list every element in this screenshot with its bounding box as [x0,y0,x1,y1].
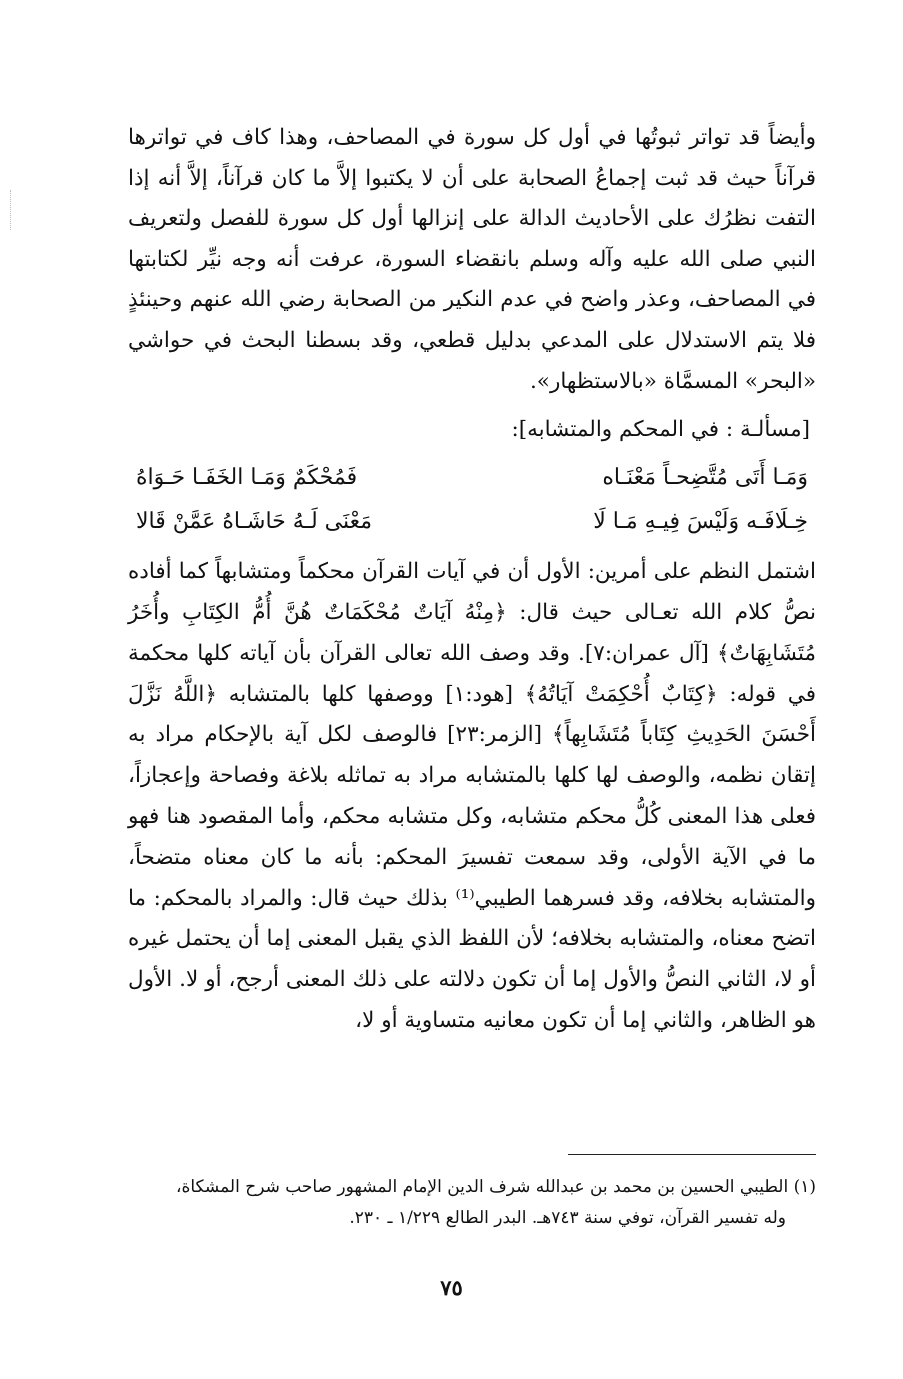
verse-row [128,456,816,500]
paragraph-basmala-tawatur: وأيضاً قد تواتر ثبوتُها في أول كل سورة في المصاحف، وهذا كاف في تواترها قرآناً حيث قد ثبت إجماعُ الصحابة على أن لا يكتبوا إلاَّ ما كان قرآناً، إلاَّ أنه إذا التفت نظرُك على الأحاديث الدالة على إنزالها أول كل سورة للفصل ولتعريف النبي صلى الله عليه وآله وسلم بانقضاء السورة، عرفت أنه وجه نيِّر لكتابتها في المصاحف، وعذر واضح في عدم النكير من الصحابة رضي الله عنهم وحينئذٍ فلا يتم الاستدلال على المدعي بدليل قطعي، وقد بسطنا البحث في حواشي «البحر» المسمَّاة «بالاستظهار». [128,125,816,394]
verse-second-hemistich: فَمُحْكَمٌ وَمَـا الخَفَـا حَـوَاهُ [136,465,358,491]
verse-second-hemistich: مَعْنَى لَـهُ حَاشَـاهُ عَمَّنْ قَالا [136,509,373,535]
page-body [128,118,816,1042]
footnote-divider [568,1154,816,1155]
footnote-line: وله تفسير القرآن، توفي سنة ٧٤٣هـ. البدر الطالع ١/٢٢٩ ـ ٢٣٠. [349,1208,786,1228]
verse-first-hemistich: وَمَـا أَتَى مُتَّضِحـاً مَعْنَـاه [602,465,808,491]
verse-row [128,500,816,544]
verse-first-hemistich: خِـلَافَـه وَلَيْسَ فِيـهِ مَـا لَا [593,509,808,535]
page-number: ٧٥ [440,1275,463,1300]
section-heading: [مسألـة : في المحكم والمتشابه]: [511,417,810,443]
scan-edge-mark [10,190,17,230]
footnote-line: (١) الطيبي الحسين بن محمد بن عبدالله شرف الدين الإمام المشهور صاحب شرح المشكاة، [175,1177,816,1197]
footnotes [128,1172,816,1234]
poem-verses [128,456,816,544]
paragraph-muhkam-mutashabih: اشتمل النظم على أمرين: الأول أن في آيات القرآن محكماً ومتشابهاً كما أفاده نصُّ كلام الله تعـالى حيث قال: ﴿مِنْهُ آيَاتٌ مُحْكَمَاتٌ هُنَّ أُمُّ الكِتَابِ وأُخَرُ مُتَشَابِهَاتٌ﴾ [آل عمران:٧]. وقد وصف الله تعالى القرآن بأن آياته كلها محكمة في قوله: ﴿كِتَابٌ أُحْكِمَتْ آيَاتُهُ﴾ [هود:١] ووصفها كلها بالمتشابه ﴿اللَّهُ نَزَّلَ أَحْسَنَ الحَدِيثِ كِتَاباً مُتَشَابِهاً﴾ [الزمر:٢٣] فالوصف لكل آية بالإحكام مراد به إتقان نظمه، والوصف لها كلها بالمتشابه مراد به تماثله بلاغة وفصاحة وإعجازاً، فعلى هذا المعنى كُلُّ محكم متشابه، وكل متشابه محكم، وأما المقصود هنا فهو ما في الآية الأولى، وقد سمعت تفسيرَ المحكم: بأنه ما كان معناه متضحاً، والمتشابه بخلافه، وقد فسرهما الطيبي⁽¹⁾ بذلك حيث قال: والمراد بالمحكم: ما اتضح معناه، والمتشابه بخلافه؛ لأن اللفظ الذي يقبل المعنى إما أن يحتمل غيره أو لا، الثاني النصُّ والأول إما أن تكون دلالته على ذلك المعنى أرجح، أو لا. الأول هو الظاهر، والثاني إما أن تكون معانيه متساوية أو لا، [128,559,817,1033]
